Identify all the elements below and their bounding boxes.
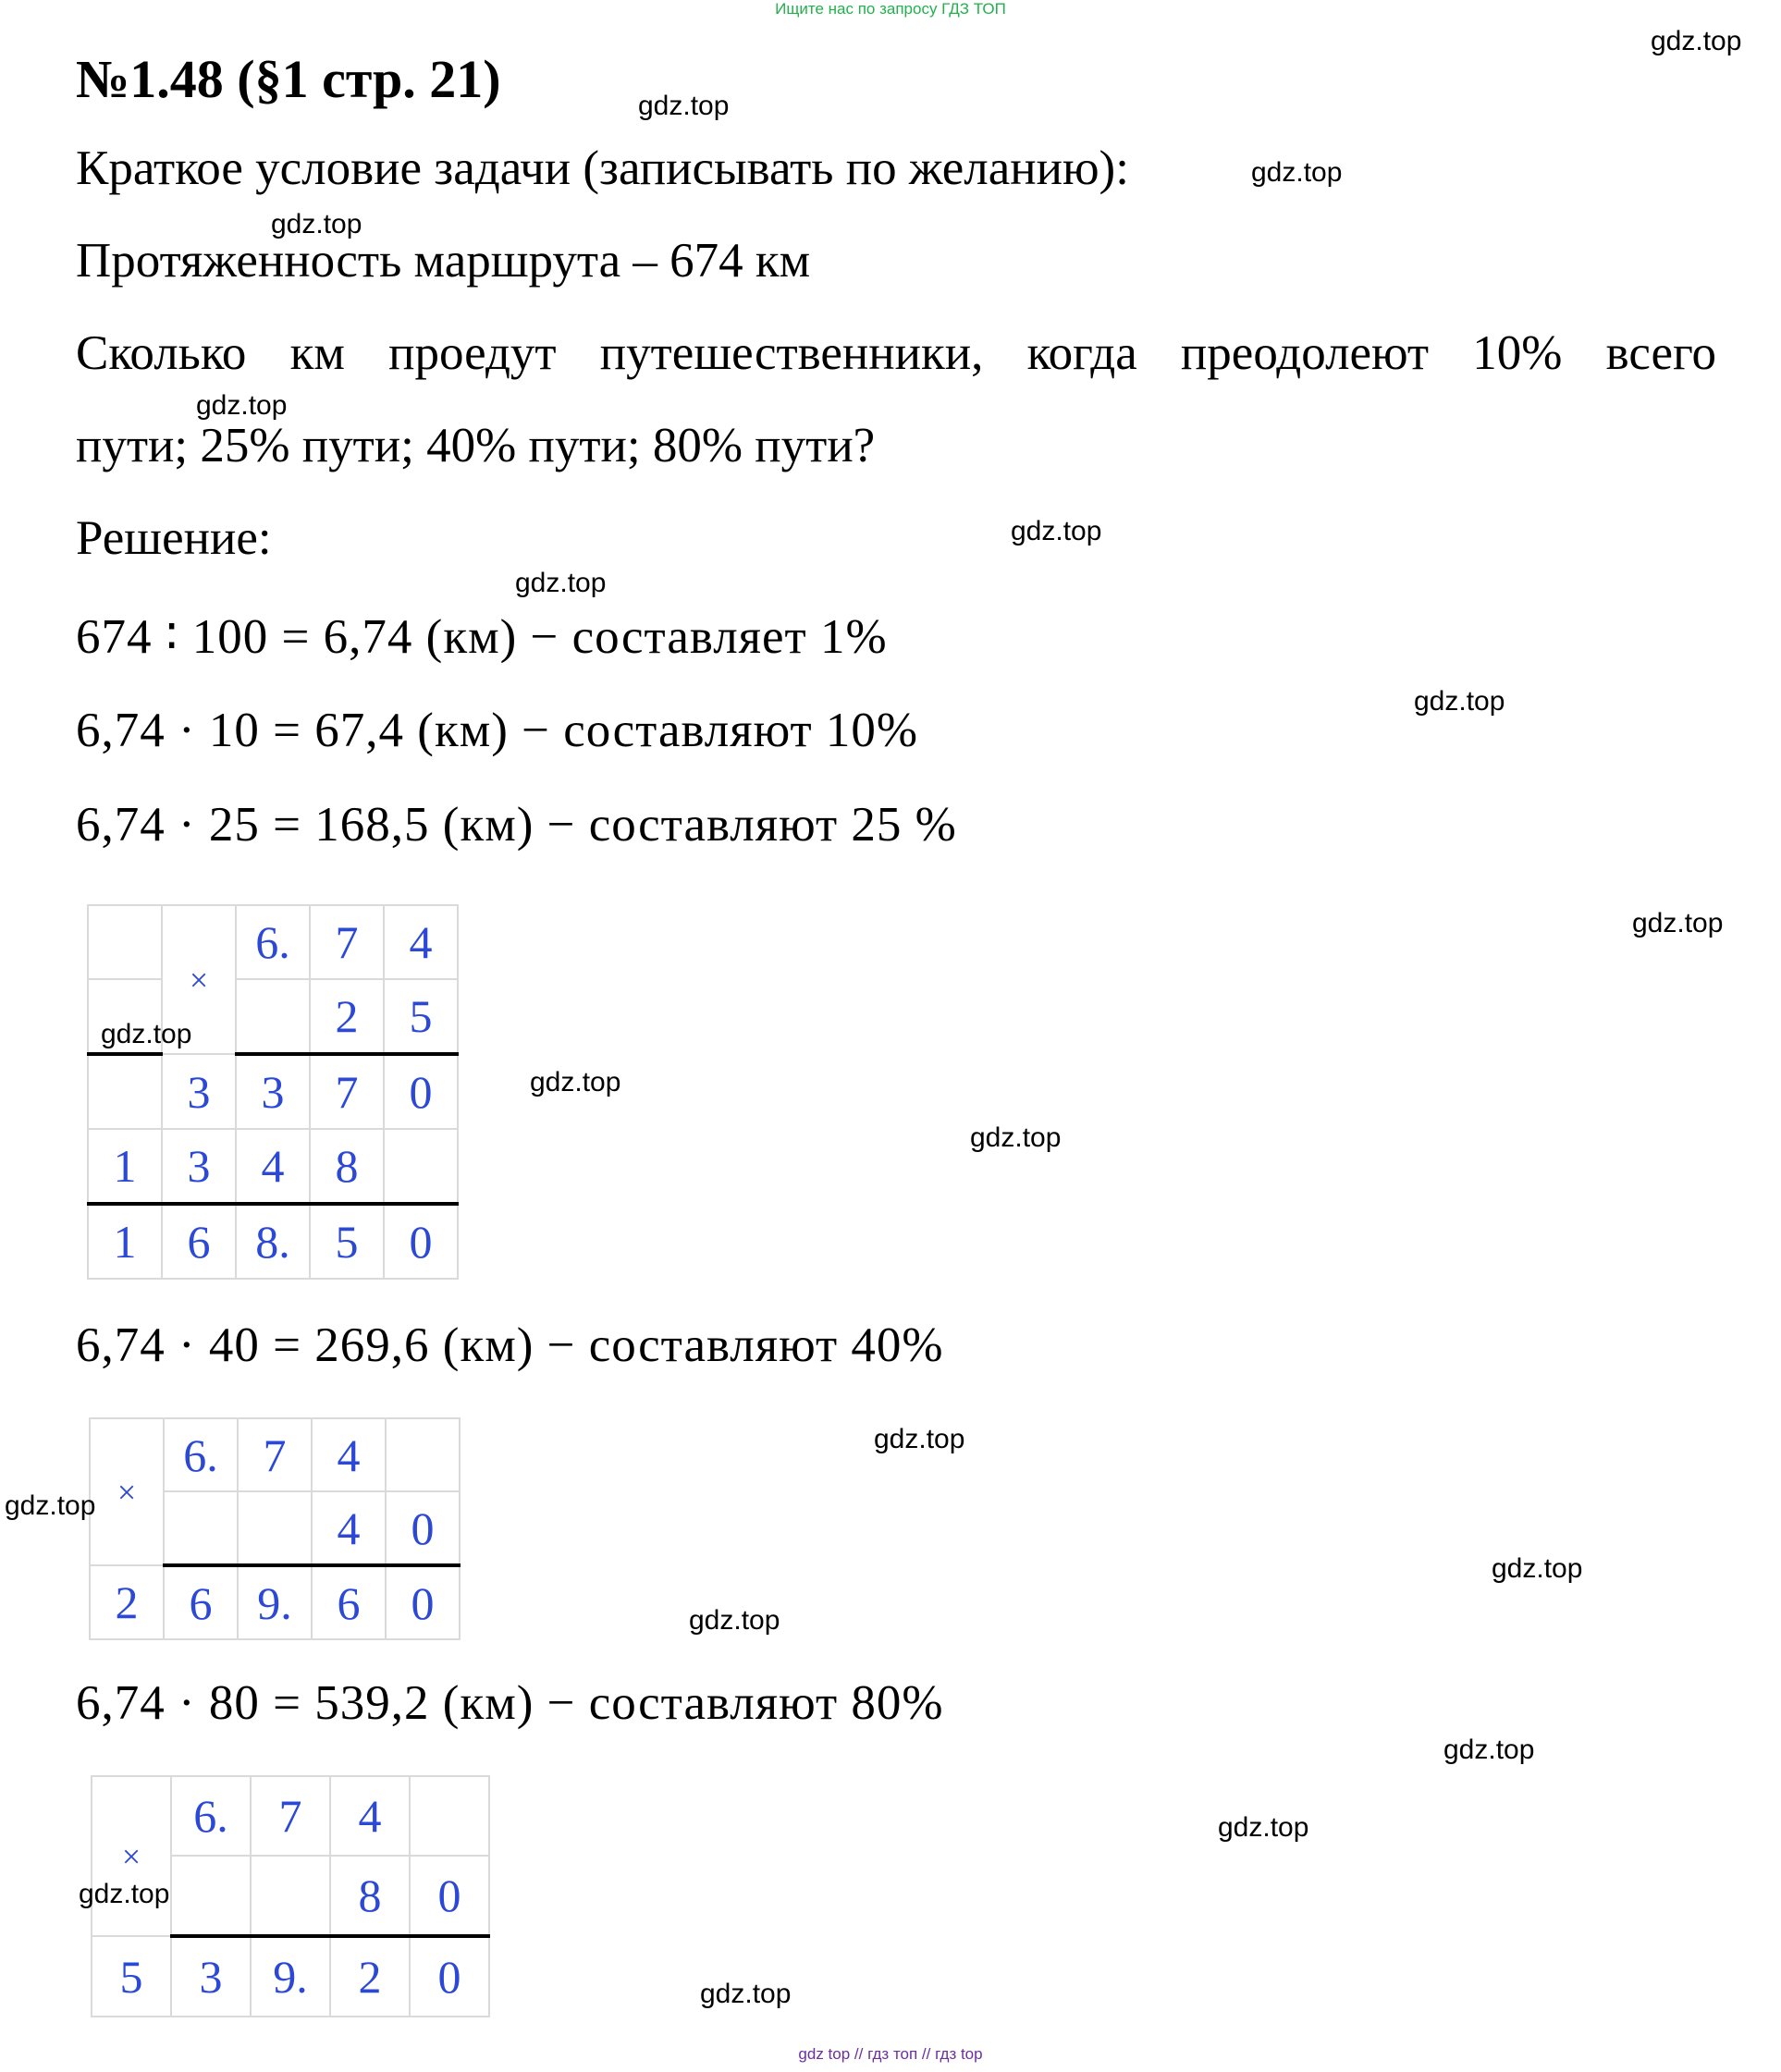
watermark: gdz.top bbox=[5, 1490, 96, 1521]
question-line-1: Сколько км проедут путешественники, когда преодолеют 10% всего bbox=[76, 326, 1716, 380]
cell: 0 bbox=[386, 1565, 460, 1639]
cell: 6 bbox=[164, 1565, 238, 1639]
watermark: gdz.top bbox=[101, 1019, 192, 1049]
cell: 9. bbox=[251, 1936, 330, 2017]
watermark: gdz.top bbox=[1414, 686, 1505, 717]
route-length: Протяженность маршрута – 674 км bbox=[76, 234, 811, 288]
cell bbox=[238, 1491, 312, 1565]
watermark: gdz.top bbox=[1251, 157, 1343, 188]
watermark: gdz.top bbox=[1632, 908, 1724, 938]
watermark: gdz.top bbox=[1011, 516, 1102, 546]
cell: 3 bbox=[171, 1936, 251, 2017]
cell: 5 bbox=[92, 1936, 171, 2017]
cell: 4 bbox=[236, 1129, 310, 1204]
watermark: gdz.top bbox=[79, 1879, 170, 1909]
watermark: gdz.top bbox=[970, 1122, 1062, 1153]
brief-condition-label: Краткое условие задачи (записывать по желанию): bbox=[76, 141, 1129, 195]
cell: 2 bbox=[310, 979, 384, 1054]
cell: 7 bbox=[310, 905, 384, 979]
cell: 0 bbox=[386, 1491, 460, 1565]
step-5: 6,74 · 80 = 539,2 (км) − составляют 80% bbox=[76, 1676, 944, 1730]
step-2: 6,74 · 10 = 67,4 (км) − составляют 10% bbox=[76, 704, 919, 757]
watermark: gdz.top bbox=[689, 1605, 780, 1636]
cell: 3 bbox=[236, 1054, 310, 1129]
cell: 8 bbox=[330, 1856, 410, 1936]
footer-links[interactable]: gdz top // гдз топ // гдз top bbox=[798, 2045, 983, 2063]
cell: 7 bbox=[251, 1776, 330, 1856]
page-title: №1.48 (§1 стр. 21) bbox=[76, 49, 501, 109]
cell: 3 bbox=[162, 1054, 236, 1129]
cell bbox=[88, 905, 162, 979]
multiplication-40 bbox=[89, 1417, 461, 1640]
watermark: gdz.top bbox=[874, 1424, 965, 1454]
cell: 7 bbox=[310, 1054, 384, 1129]
watermark: gdz.top bbox=[1443, 1735, 1535, 1765]
cell: 6. bbox=[164, 1418, 238, 1491]
multiplication-25 bbox=[87, 904, 459, 1280]
cell: 6. bbox=[236, 905, 310, 979]
cell: 2 bbox=[90, 1565, 164, 1639]
cell: 6 bbox=[312, 1565, 386, 1639]
cell: 4 bbox=[312, 1491, 386, 1565]
cell: 0 bbox=[410, 1856, 489, 1936]
cell: 3 bbox=[162, 1129, 236, 1204]
watermark: gdz.top bbox=[196, 390, 288, 421]
cell: 8. bbox=[236, 1204, 310, 1279]
cell bbox=[410, 1776, 489, 1856]
cell: 0 bbox=[410, 1936, 489, 2017]
cell bbox=[164, 1491, 238, 1565]
watermark: gdz.top bbox=[700, 1979, 792, 2009]
cell: 0 bbox=[384, 1204, 458, 1279]
multiply-sign: × bbox=[92, 1776, 171, 1936]
cell bbox=[384, 1129, 458, 1204]
watermark: gdz.top bbox=[1218, 1812, 1309, 1843]
watermark: gdz.top bbox=[530, 1067, 621, 1097]
cell: 1 bbox=[88, 1204, 162, 1279]
step-4: 6,74 · 40 = 269,6 (км) − составляют 40% bbox=[76, 1318, 944, 1372]
cell: 6. bbox=[171, 1776, 251, 1856]
cell: 8 bbox=[310, 1129, 384, 1204]
cell bbox=[88, 1054, 162, 1129]
cell: 4 bbox=[312, 1418, 386, 1491]
solution-label: Решение: bbox=[76, 511, 272, 565]
cell: 7 bbox=[238, 1418, 312, 1491]
cell: 4 bbox=[330, 1776, 410, 1856]
watermark: gdz.top bbox=[638, 91, 730, 121]
step-1: 674 ∶ 100 = 6,74 (км) − составляет 1% bbox=[76, 610, 888, 664]
cell: 5 bbox=[310, 1204, 384, 1279]
watermark: gdz.top bbox=[271, 209, 362, 239]
top-banner[interactable]: Ищите нас по запросу ГДЗ ТОП bbox=[775, 0, 1006, 18]
cell: 6 bbox=[162, 1204, 236, 1279]
step-3: 6,74 · 25 = 168,5 (км) − составляют 25 % bbox=[76, 798, 957, 852]
cell: 4 bbox=[384, 905, 458, 979]
watermark: gdz.top bbox=[515, 568, 607, 598]
cell bbox=[236, 979, 310, 1054]
cell: 5 bbox=[384, 979, 458, 1054]
cell bbox=[251, 1856, 330, 1936]
cell bbox=[386, 1418, 460, 1491]
cell: 9. bbox=[238, 1565, 312, 1639]
question-line-2: пути; 25% пути; 40% пути; 80% пути? bbox=[76, 419, 876, 472]
cell: 0 bbox=[384, 1054, 458, 1129]
cell bbox=[171, 1856, 251, 1936]
watermark: gdz.top bbox=[1651, 26, 1742, 56]
cell: 1 bbox=[88, 1129, 162, 1204]
watermark: gdz.top bbox=[1492, 1553, 1583, 1584]
multiply-sign: × bbox=[162, 905, 236, 1054]
cell: 2 bbox=[330, 1936, 410, 2017]
multiply-sign: × bbox=[90, 1418, 164, 1565]
